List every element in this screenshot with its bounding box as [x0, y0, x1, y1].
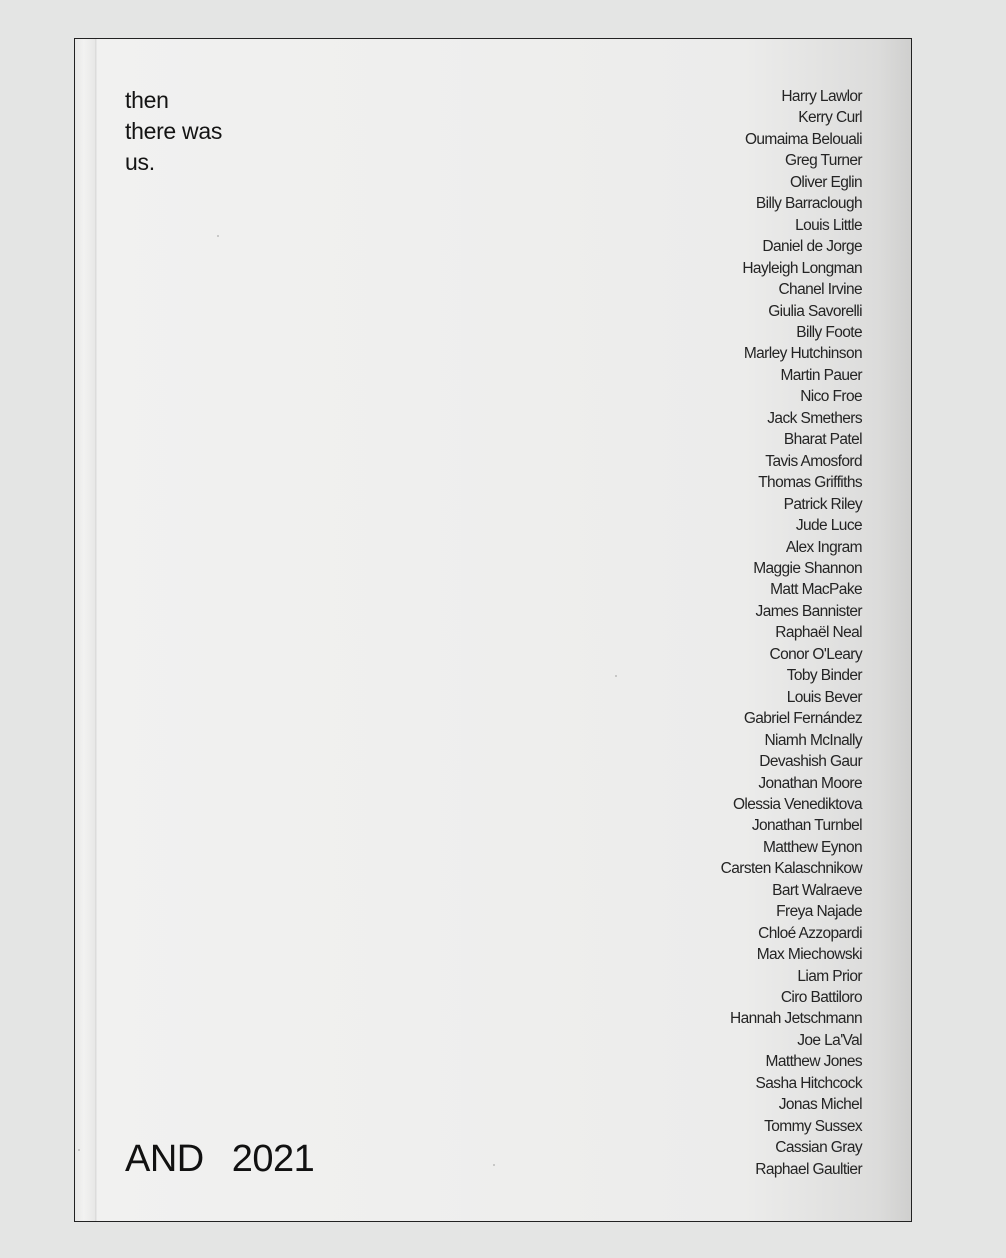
contributor-name: Max Miechowski — [756, 946, 862, 964]
contributor-name: Hannah Jetschmann — [730, 1010, 862, 1028]
title-line-1: then — [125, 87, 169, 113]
contributor-name: Patrick Riley — [783, 495, 862, 513]
contributor-name: Bharat Patel — [783, 431, 862, 449]
publisher-name: AND — [125, 1138, 204, 1180]
publication-year: 2021 — [231, 1138, 315, 1180]
contributor-name: Daniel de Jorge — [762, 238, 862, 256]
contributor-name: Niamh McInally — [764, 731, 862, 749]
contributor-name: Billy Barraclough — [755, 195, 862, 213]
contributor-name: Harry Lawlor — [781, 88, 862, 105]
contributor-name: Nico Froe — [800, 388, 862, 406]
contributor-name: Jonathan Moore — [758, 774, 862, 792]
title-line-2: there was — [125, 118, 223, 144]
contributor-name: Giulia Savorelli — [768, 302, 862, 320]
contributor-name: Tommy Sussex — [764, 1117, 862, 1135]
cover-footer — [125, 1137, 314, 1181]
paper-speck — [217, 235, 219, 237]
contributor-name: Carsten Kalaschnikow — [720, 860, 862, 878]
contributor-name: Matthew Eynon — [762, 838, 862, 856]
contributor-name: Chanel Irvine — [778, 281, 862, 299]
contributor-name: Matthew Jones — [765, 1053, 862, 1071]
paper-speck — [493, 1164, 495, 1166]
contributor-name: Chloé Azzopardi — [758, 924, 862, 942]
contributor-name: Hayleigh Longman — [742, 259, 862, 277]
cover-title — [125, 85, 222, 178]
title-line-3: us. — [125, 149, 155, 175]
spine-fold-line — [95, 39, 96, 1221]
contributor-name: Matt MacPake — [770, 581, 862, 599]
contributor-list — [721, 86, 862, 1180]
contributor-name: Raphael Gaultier — [755, 1160, 862, 1178]
paper-speck — [615, 675, 617, 677]
contributor-name: Oliver Eglin — [789, 173, 862, 191]
contributor-name: Jonathan Turnbel — [751, 817, 862, 835]
contributor-name: Greg Turner — [785, 152, 862, 170]
contributor-name: Devashish Gaur — [759, 753, 862, 771]
contributor-name: Toby Binder — [786, 667, 862, 685]
contributor-name: Raphaël Neal — [775, 624, 862, 642]
contributor-name: Sasha Hitchcock — [755, 1074, 862, 1092]
contributor-name: Martin Pauer — [780, 366, 862, 384]
contributor-name: Freya Najade — [776, 903, 862, 921]
contributor-name: James Bannister — [755, 602, 862, 620]
book-spine — [75, 39, 97, 1221]
contributor-name: Olessia Venediktova — [732, 795, 862, 813]
contributor-name: Thomas Griffiths — [758, 474, 862, 492]
contributor-name: Joe La'Val — [797, 1031, 862, 1049]
contributor-name: Kerry Curl — [798, 109, 862, 127]
contributor-name: Liam Prior — [797, 967, 862, 985]
contributor-name: Jack Smethers — [767, 409, 862, 427]
paper-speck — [78, 1149, 80, 1151]
contributor-name: Oumaima Belouali — [744, 130, 862, 148]
contributor-name: Louis Bever — [786, 688, 862, 706]
contributor-name: Gabriel Fernández — [743, 710, 862, 728]
contributor-name: Ciro Battiloro — [780, 989, 862, 1007]
contributor-name: Tavis Amosford — [765, 452, 862, 470]
contributor-name: Maggie Shannon — [753, 559, 862, 577]
contributor-name: Billy Foote — [796, 323, 862, 341]
contributor-name: Cassian Gray — [775, 1139, 862, 1157]
book-cover — [74, 38, 912, 1222]
contributor-name: Jude Luce — [795, 517, 862, 535]
contributor-name: Louis Little — [795, 216, 862, 234]
contributor-name: Conor O'Leary — [769, 645, 862, 663]
contributor-name: Marley Hutchinson — [743, 345, 862, 363]
contributor-name: Jonas Michel — [778, 1096, 862, 1114]
contributor-name: Bart Walraeve — [772, 881, 862, 899]
contributor-name: Alex Ingram — [785, 538, 862, 556]
